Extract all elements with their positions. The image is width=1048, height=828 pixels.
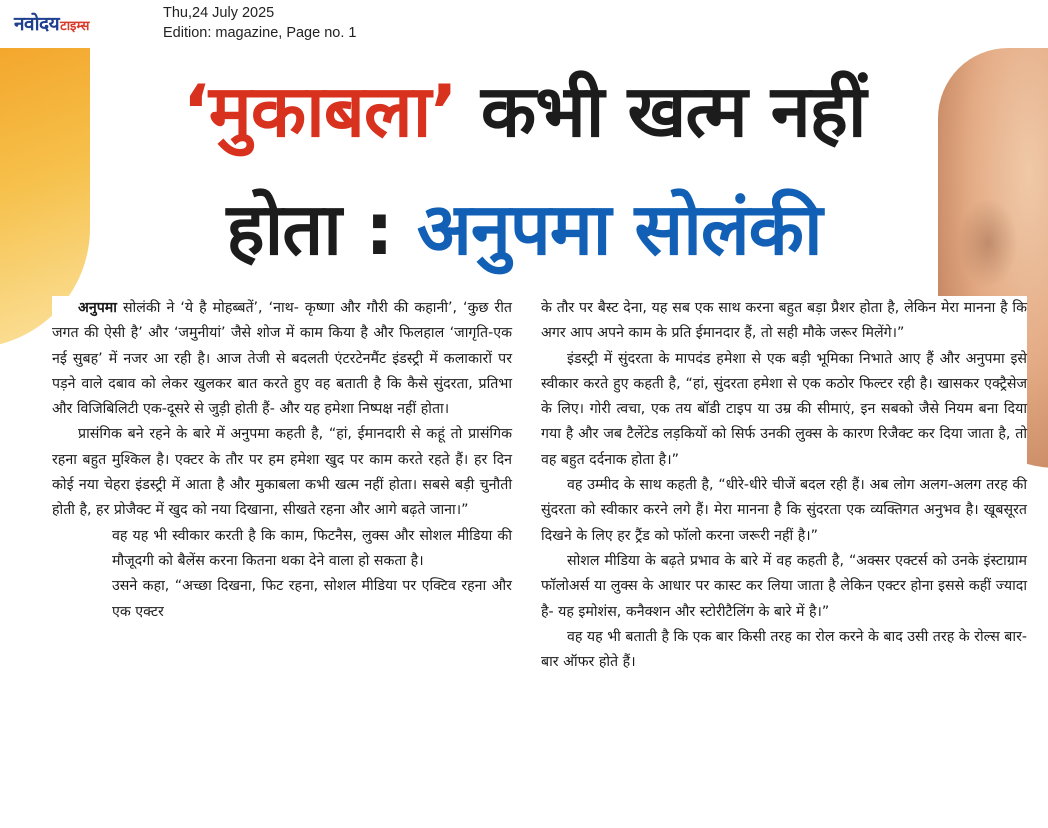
article-paragraph: उसने कहा, “अच्छा दिखना, फिट रहना, सोशल मीडिया पर एक्टिव रहना और एक एक्टर	[112, 578, 512, 620]
lead-name: अनुपमा	[78, 300, 117, 316]
paragraph-text: सोलंकी ने ‘ये है मोहब्बतें’, ‘नाथ- कृष्णा और गौरी की कहानी’, ‘कुछ रीत जगत की ऐसी है’ और ‘जमुनीयां’ जैसे शोज में काम किया है और फिलहाल ‘जागृति-एक नई सुबह’ में नजर आ रही है। आज तेजी से बदलती एंटरटेनमैंट इंडस्ट्री में कलाकारों पर पड़ने वाले दबाव को लेकर खुलकर बात करते हुए वह बताती है कि कैसे सुंदरता, प्रतिभा और विजिबिलिटी एक-दूसरे से जुड़ी होती हैं- और यह हमेशा निष्पक्ष नहीं होता।	[52, 300, 512, 418]
headline-line2-black: होता :	[226, 187, 393, 271]
headline-line2-name: अनुपमा सोलंकी	[416, 187, 822, 271]
logo-sub: टाइम्स	[60, 19, 90, 34]
article-column-right	[541, 296, 1027, 675]
article-paragraph: वह यह भी स्वीकार करती है कि काम, फिटनैस, लुक्स और सोशल मीडिया की मौजूदगी को बैलेंस करना कितना थका देने वाला हो सकता है।	[112, 527, 512, 569]
headline-line1-rest: कभी खत्म नहीं	[480, 69, 866, 153]
article-paragraph: वह उम्मीद के साथ कहती है, “धीरे-धीरे चीजें बदल रही हैं। अब लोग अलग-अलग तरह की सुंदरता को स्वीकार करने लगे हैं। मेरा मानना है कि सुंदरता एक व्यक्तिगत अनुभव है। खूबसूरत दिखने के लिए हर ट्रैंड को फॉलो करना जरूरी नहीं है।”	[541, 477, 1027, 544]
article-paragraph: प्रासंगिक बने रहने के बारे में अनुपमा कहती है, “हां, ईमानदारी से कहूं तो प्रासंगिक रहना बहुत मुश्किल है। एक्टर के तौर पर हम हमेशा खुद पर काम करते रहते हैं। हर दिन कोई नया चेहरा इंडस्ट्री में आता है और मुकाबला कभी खत्म नहीं होता। सबसे बड़ी चुनौती होती है, हर प्रोजैक्ट में खुद को नया दिखाना, सीखते रहना और आगे बढ़ते जाना।”	[52, 426, 512, 519]
article-paragraph: सोशल मीडिया के बढ़ते प्रभाव के बारे में वह कहती है, “अक्सर एक्टर्स को उनके इंस्टाग्राम फॉलोअर्स या लुक्स के आधार पर कास्ट कर लिया जाता है लेकिन एक्टर होना इससे कहीं ज्यादा है- यह इमोशंस, कनैक्शन और स्टोरीटैलिंग के बारे में है।”	[541, 552, 1027, 620]
edition-header	[0, 0, 1048, 48]
article-paragraph	[52, 296, 512, 422]
newspaper-logo[interactable]	[14, 10, 89, 34]
newspaper-page	[0, 48, 1048, 828]
article-paragraph: के तौर पर बैस्ट देना, यह सब एक साथ करना बहुत बड़ा प्रैशर होता है, लेकिन मेरा मानना है कि अगर आप अपने काम के प्रति ईमानदार हैं, तो सही मौके जरूर मिलेंगे।”	[541, 300, 1027, 342]
edition-date: Thu,24 July 2025	[163, 5, 275, 21]
headline-line-2	[0, 170, 1048, 288]
article-column-left	[52, 296, 512, 625]
article-paragraph: वह यह भी बताती है कि एक बार किसी तरह का रोल करने के बाद उसी तरह के रोल्स बार-बार ऑफर होते हैं।	[541, 628, 1027, 671]
article-paragraph: इंडस्ट्री में सुंदरता के मापदंड हमेशा से एक बड़ी भूमिका निभाते आए हैं और अनुपमा इसे स्वीकार करते हुए कहती है, “हां, सुंदरता हमेशा से एक कठोर फिल्टर रही है। खासकर एक्ट्रैसेज के लिए। गोरी त्वचा, एक तय बॉडी टाइप या उम्र की सीमाएं, इन सबको जैसे नियम बना दिया गया है और जब टैलेंटेड लड़कियों को सिर्फ उनकी लुक्स के कारण रिजैक्ट कर दिया जाता है, तो वह बहुत दर्दनाक होता है।”	[541, 350, 1027, 468]
headline-quote-word: ‘मुकाबला’	[182, 69, 457, 153]
edition-info: Edition: magazine, Page no. 1	[163, 25, 357, 41]
article-headline	[0, 52, 1048, 288]
logo-main: नवोदय	[14, 13, 60, 35]
headline-line-1	[0, 52, 1048, 170]
